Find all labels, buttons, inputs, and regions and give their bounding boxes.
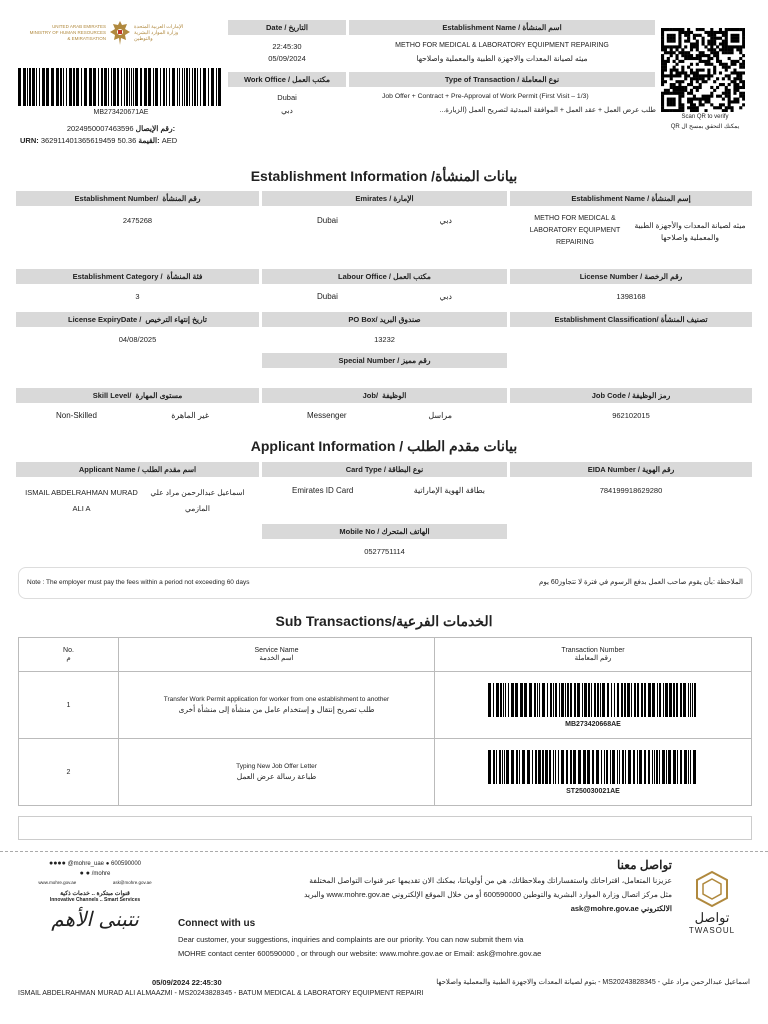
classification-header: Establishment Classification/ تصنيف المنشأة (510, 312, 752, 327)
job-code-value: 962102015 (612, 411, 650, 420)
sub-transactions-table (18, 637, 752, 806)
social-icons-2[interactable]: ● ● (79, 870, 91, 877)
row-service: Transfer Work Permit application for worker from one establishment to another طلب تصريح إنتقال و إستخدام عامل من منشأة إلى منشأة أخرى (119, 672, 435, 739)
est-name-info-ar: ميثه لصيانة المعدات والأجهزة الطبية والمعملية واصلاحها (634, 221, 746, 242)
emirates-header: Emirates / الإمارة (262, 191, 507, 206)
qr-caption-ar: يمكنك التحقق بمسح ال QR (670, 124, 740, 130)
applicant-name-header: Applicant Name / اسم مقدم الطلب (16, 462, 259, 477)
footer-line-ar: اسماعيل عبدالرحمن مراد علي - MS20243828345 - بتوم لصيانة المعدات والاجهزة الطبية والمعملية واصلاحها (436, 979, 750, 986)
est-name-info-header: Establishment Name / إسم المنشأة (510, 191, 752, 206)
applicant-name-ar: اسماعيل عبدالرحمن مراد علي المازمي (150, 488, 245, 513)
labour-office-header: Labour Office / مكتب العمل (262, 269, 507, 284)
col-no-header: No. م (19, 638, 119, 672)
date-header: Date / التاريخ (228, 20, 346, 35)
license-number-value: 1398168 (616, 292, 646, 301)
contact-en-title: Connect with us (178, 918, 256, 929)
phone-icon: ● (105, 861, 110, 867)
date-value: 05/09/2024 (268, 54, 306, 63)
eida-value: 784199918629280 (599, 486, 663, 495)
col-transaction-header: Transaction Number رقم المعاملة (435, 638, 752, 672)
fees-note-en: Note : The employer must pay the fees within a period not exceeding 60 days (27, 579, 250, 586)
fees-note-box (18, 567, 752, 599)
qr-caption-en: Scan QR to verify (681, 114, 729, 120)
footer-line-en: ISMAIL ABDELRAHMAN MURAD ALI ALMAAZMI - MS20243828345 - BATUM MEDICAL & LABORATORY EQUIPMENT REPAIRI (18, 990, 424, 997)
row-transaction: ST250030021AE (435, 739, 752, 806)
amount-label: القيمة: (138, 136, 160, 145)
twasoul-hex-icon (694, 870, 730, 908)
skill-level-value: Non-Skilled غير الماهرة (56, 411, 209, 420)
est-name-ar: ميثه لصيانة المعدات والاجهزة الطبية والمعملية واصلاحها (416, 54, 588, 63)
labour-office-value: Dubai دبي (317, 292, 452, 301)
twasoul-logo (682, 870, 742, 950)
mobile-value: 0527751114 (364, 547, 405, 556)
contact-ar-2: مثل مركز اتصال وزارة الموارد البشرية والتوطين 600590000 أو من خلال الموقع الإلكتروني www.mohre.gov.ae والبريد (303, 890, 672, 899)
contact-ar-1: عزيزنا المتعامل، اقتراحاتك واستفساراتك وملاحظاتك، هي من أولوياتنا، يمكنك الان تقديمها عبر قنوات التواصل المختلفة (309, 876, 672, 885)
date-time: 22:45:30 (272, 42, 302, 51)
contact-ar-title: تواصل معنا (617, 858, 672, 872)
row-no: 1 (19, 672, 119, 739)
twasoul-en: TWASOUL (688, 926, 736, 935)
social-handle[interactable]: @mohre_uae (67, 861, 105, 867)
license-number-header: License Number / رقم الرخصة (510, 269, 752, 284)
card-type-value: Emirates ID Card بطاقة الهوية الإماراتية (292, 486, 485, 495)
pobox-header: PO Box/ صندوق البريد (262, 312, 507, 327)
work-office-header: Work Office / مكتب العمل (228, 72, 346, 87)
sub-transactions-title: Sub Transactions/الخدمات الفرعية (275, 613, 493, 629)
fees-note-ar: الملاحظة :بأن يقوم صاحب العمل بدفع الرسوم في فترة لا تتجاوز60 يوم (539, 579, 743, 586)
est-number-value: 2475268 (122, 216, 153, 225)
website-small[interactable]: www.mohre.gov.ae (38, 880, 77, 885)
receipt-barcode (18, 68, 224, 106)
transaction-type-header: Type of Transaction / نوع المعاملة (349, 72, 655, 87)
currency: AED (161, 136, 178, 145)
empty-bar (18, 816, 752, 840)
social-handle-2[interactable]: /mohre (91, 871, 111, 877)
col-service-header: Service Name اسم الخدمة (119, 638, 435, 672)
phone-number[interactable]: 600590000 (110, 861, 142, 867)
contact-en-2: MOHRE contact center 600590000 , or through our website: www.mohre.gov.ae or Email: ask@mohre.gov.ae (178, 949, 542, 958)
social-icons[interactable]: ●●●● (48, 860, 66, 867)
applicant-name-en: ISMAIL ABDELRAHMAN MURAD ALI A (25, 488, 138, 513)
est-name-info-en: METHO FOR MEDICAL & LABORATORY EQUIPMENT REPAIRING (529, 215, 621, 246)
license-expiry-value: 04/08/2025 (118, 335, 157, 344)
work-office-ar: دبي (281, 106, 293, 115)
verification-qr-code[interactable] (661, 28, 745, 112)
work-office-en: Dubai (277, 93, 297, 102)
est-category-header: Establishment Category / فئة المنشأة (16, 269, 259, 284)
receipt-number-row (18, 124, 224, 133)
receipt-barcode-text: MB273420671AE (93, 109, 149, 116)
channels-ar: قنوات مبتكرة .. خدمات ذكية (60, 891, 130, 897)
email-small[interactable]: ask@mohre.gov.ae (112, 880, 152, 885)
row-transaction: MB273420668AE (435, 672, 752, 739)
skill-level-header: Skill Level/ مستوى المهارة (16, 388, 259, 403)
job-code-header: Job Code / رمز الوظيفة (510, 388, 752, 403)
twasoul-ar: تواصل (694, 910, 730, 925)
card-type-header: Card Type / نوع البطاقة (262, 462, 507, 477)
row-service: Typing New Job Offer Letter طباعة رسالة عرض العمل (119, 739, 435, 806)
receipt-number: 2024950007463596 (66, 124, 134, 133)
table-row (19, 739, 752, 806)
emirates-value: Dubai دبي (317, 216, 452, 225)
footer-divider (0, 851, 768, 852)
ministry-logo (16, 20, 221, 60)
special-number-header: Special Number / رقم مميز (262, 353, 507, 368)
transaction-type-en: Job Offer + Contract + Pre-Approval of Work Permit (First Visit – 1/3) (382, 93, 589, 100)
job-header: Job/ الوظيفة (262, 388, 507, 403)
est-name-en: METHO FOR MEDICAL & LABORATORY EQUIPMENT REPAIRING (395, 42, 609, 49)
establishment-section-title: Establishment Information /بيانات المنشأة (250, 168, 518, 184)
transaction-barcode (488, 683, 698, 717)
ministry-name-en: UNITED ARAB EMIRATES MINISTRY OF HUMAN RESOURCES & EMIRATISATION (29, 24, 106, 41)
print-timestamp: 05/09/2024 22:45:30 (152, 978, 222, 987)
social-block (20, 860, 170, 931)
ministry-name-ar: الإمارات العربية المتحدة وزارة الموارد البشرية والتوطين (134, 24, 184, 42)
est-category-value: 3 (135, 292, 140, 301)
urn-row (20, 136, 240, 145)
eida-header: EIDA Number / رقم الهوية (510, 462, 752, 477)
receipt-number-label: رقم الإيصال: (135, 124, 176, 133)
sub-table-header-row (19, 638, 752, 672)
est-name-header: Establishment Name / اسم المنشأة (349, 20, 655, 35)
amount-value: 50.36 (117, 136, 137, 145)
pobox-value: 13232 (374, 335, 395, 344)
contact-en-1: Dear customer, your suggestions, inquiries and complaints are our priority. You can now submit them via (178, 935, 524, 944)
transaction-barcode (488, 750, 698, 784)
mobile-header: Mobile No / الهاتف المتحرك (262, 524, 507, 539)
uae-emblem-icon (109, 20, 131, 46)
transaction-type-ar: طلب عرض العمل + عقد العمل + الموافقة المبدئية لتصريح العمل (الزيارة... (439, 107, 656, 114)
urn-value: 362911401365619459 (40, 136, 116, 145)
urn-label: URN: (20, 136, 39, 145)
contact-ar-3: الالكتروني ask@mohre.gov.ae (570, 904, 672, 913)
table-row (19, 672, 752, 739)
est-number-header: Establishment Number/ رقم المنشأة (16, 191, 259, 206)
applicant-section-title: Applicant Information / بيانات مقدم الطلب (250, 438, 518, 454)
license-expiry-header: License ExpiryDate / تاريخ إنتهاء الترخيص (16, 312, 259, 327)
job-value: Messenger مراسل (307, 411, 452, 420)
slogan-calligraphy: نتبنى الأهم (51, 907, 139, 931)
channels-en: Innovative Channels .. Smart Services (49, 897, 141, 903)
row-no: 2 (19, 739, 119, 806)
